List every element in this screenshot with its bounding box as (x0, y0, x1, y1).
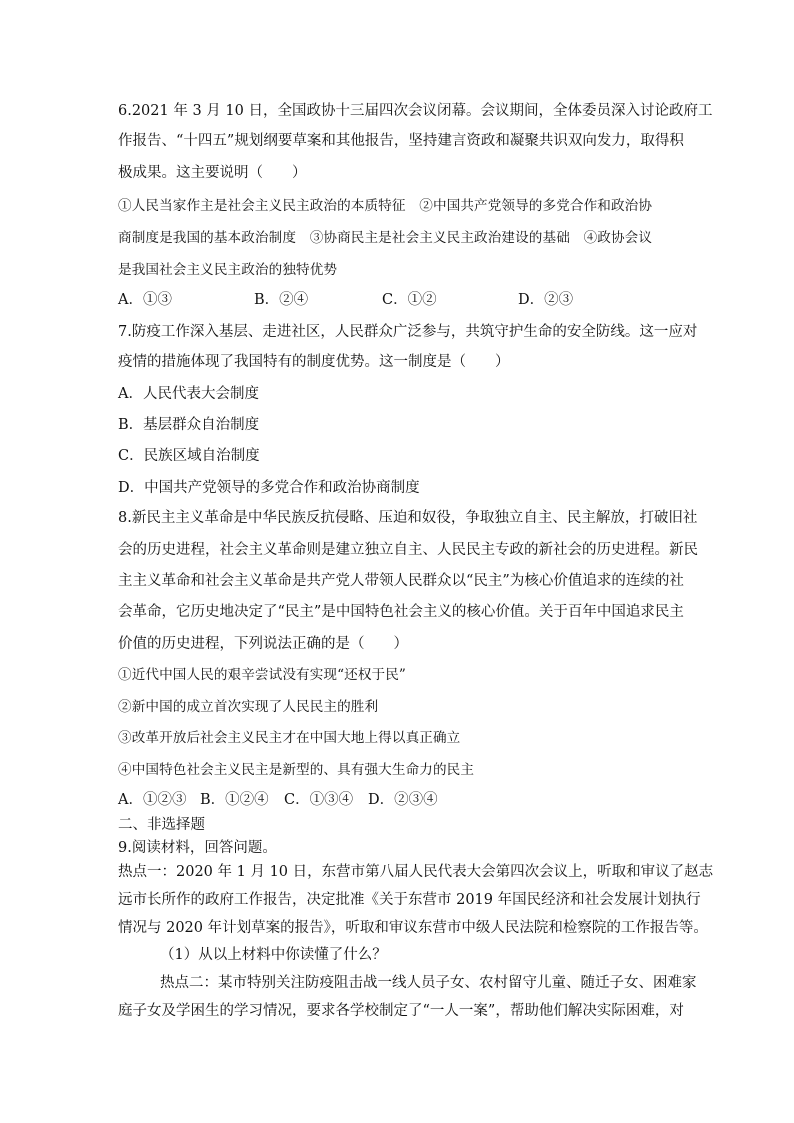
q6-stem-line-2: 作报告、“十四五”规划纲要草案和其他报告，坚持建言资政和凝聚共识双向发力，取得积 (118, 133, 684, 149)
q9-hot2-line-2: 庭子女及学困生的学习情况，要求各学校制定了“一人一案”，帮助他们解决实际困难，对 (118, 1003, 684, 1019)
q8-options (118, 790, 678, 810)
q8-statement-2: ②新中国的成立首次实现了人民民主的胜利 (118, 699, 379, 715)
q8-stem-line-2: 会的历史进程，社会主义革命则是建立独立自主、人民民主专政的新社会的历史进程。新民 (118, 542, 698, 558)
q9-hot2-line-1: 热点二：某市特别关注防疫阻击战一线人员子女、农村留守儿童、随迁子女、困难家 (160, 975, 697, 991)
q8-stem-line-1: 8.新民主主义革命是中华民族反抗侵略、压迫和奴役，争取独立自主、民主解放，打破旧社 (118, 510, 698, 526)
q9-title: 9.阅读材料，回答问题。 (118, 840, 277, 856)
q7-option-c: C．民族区域自治制度 (118, 448, 260, 464)
q6-option-d: D．②③ (518, 292, 574, 308)
q8-option-c: C．①③④ (284, 792, 354, 808)
q9-subquestion-1: （1）从以上材料中你读懂了什么？ (160, 947, 387, 963)
q7-option-d: D．中国共产党领导的多党合作和政治协商制度 (118, 480, 420, 496)
q8-option-b: B．①②④ (200, 792, 269, 808)
q7-stem-line-2: 疫情的措施体现了我国特有的制度优势。这一制度是（ ） (118, 354, 510, 370)
section-heading: 二、非选择题 (118, 817, 205, 833)
q7-option-b: B．基层群众自治制度 (118, 417, 260, 433)
q7-stem-line-1: 7.防疫工作深入基层、走进社区，人民群众广泛参与，共筑守护生命的安全防线。这一应对 (118, 324, 698, 340)
q6-options (118, 290, 678, 310)
q6-option-a: A．①③ (118, 292, 172, 308)
q6-statement-line-2: 商制度是我国的基本政治制度 ③协商民主是社会主义民主政治建设的基础 ④政协会议 (118, 230, 653, 246)
q6-stem-line-3: 极成果。这主要说明（ ） (118, 165, 307, 181)
q6-statement-line-1: ①人民当家作主是社会主义民主政治的本质特征 ②中国共产党领导的多党合作和政治协 (118, 198, 653, 214)
q6-stem-line-1: 6.2021 年 3 月 10 日，全国政协十三届四次会议闭幕。会议期间，全体委员深入讨论政府工 (118, 103, 713, 119)
q8-statement-1: ①近代中国人民的艰辛尝试没有实现“还权于民” (118, 667, 406, 683)
q9-hot1-line-1: 热点一：2020 年 1 月 10 日，东营市第八届人民代表大会第四次会议上，听取和审议了赵志 (118, 864, 714, 880)
q8-option-a: A．①②③ (118, 792, 187, 808)
q6-option-c: C．①② (382, 292, 437, 308)
q8-statement-3: ③改革开放后社会主义民主才在中国大地上得以真正确立 (118, 730, 461, 746)
q6-statement-line-3: 是我国社会主义民主政治的独特优势 (118, 262, 338, 278)
q9-hot1-line-2: 远市长所作的政府工作报告，决定批准《关于东营市 2019 年国民经济和社会发展计划执行 (118, 892, 701, 908)
q8-stem-line-4: 会革命，它历史地决定了“民主”是中国特色社会主义的核心价值。关于百年中国追求民主 (118, 604, 684, 620)
q8-stem-line-3: 主主义革命和社会主义革命是共产党人带领人民群众以“民主”为核心价值追求的连续的社 (118, 573, 684, 589)
q8-stem-line-5: 价值的历史进程，下列说法正确的是（ ） (118, 636, 408, 652)
q8-option-d: D．②③④ (368, 792, 438, 808)
q6-option-b: B．②④ (254, 292, 309, 308)
q9-hot1-line-3: 情况与 2020 年计划草案的报告》，听取和审议东营市中级人民法院和检察院的工作报告等。 (118, 920, 708, 936)
q8-statement-4: ④中国特色社会主义民主是新型的、具有强大生命力的民主 (118, 762, 475, 778)
q7-option-a: A．人民代表大会制度 (118, 386, 259, 402)
